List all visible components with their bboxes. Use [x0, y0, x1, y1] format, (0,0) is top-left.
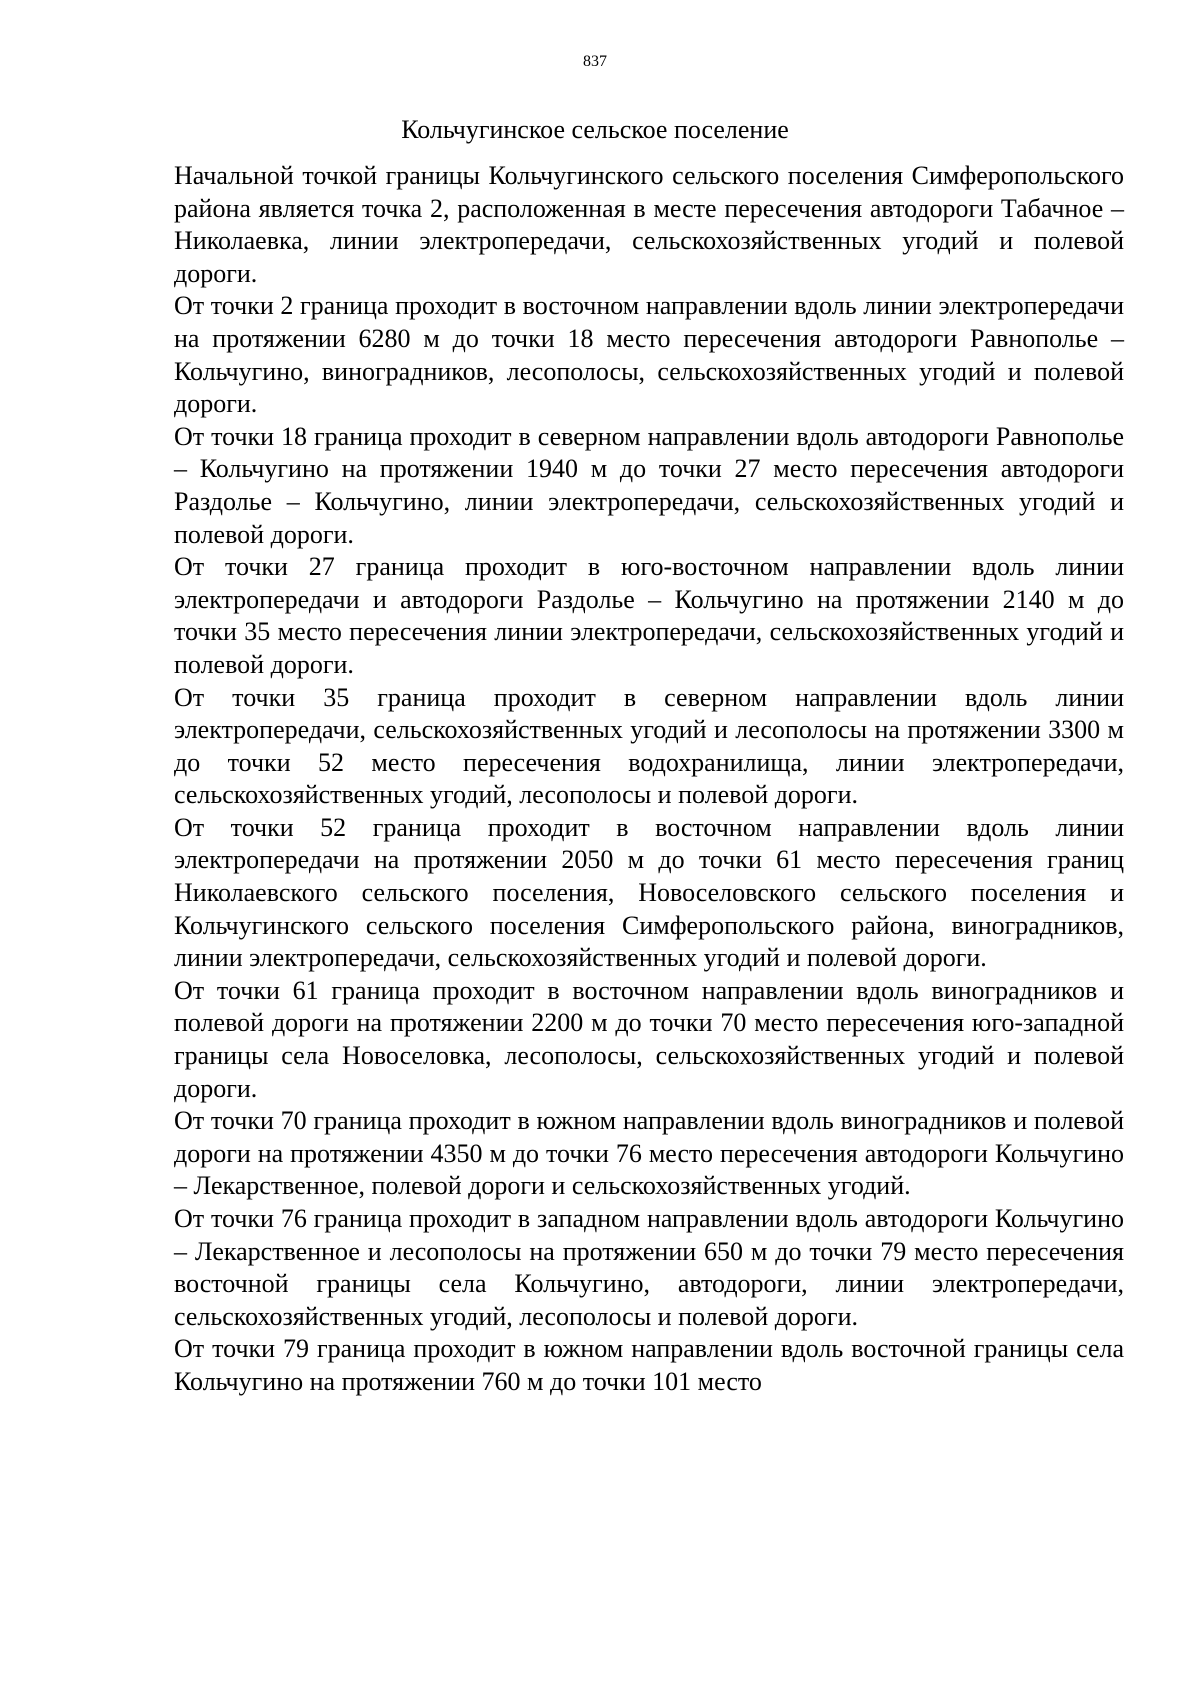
paragraph-10: От точки 79 граница проходит в южном направлении вдоль восточной границы села Кольчугино на протяжении 760 м до точки 101 место: [174, 1334, 1124, 1396]
paragraph-2: От точки 2 граница проходит в восточном направлении вдоль линии электропередачи на протяжении 6280 м до точки 18 место пересечения автодороги Равнополье – Кольчугино, виноградников, лесополосы, сельскохозяйственных угодий и полевой дороги.: [174, 291, 1124, 419]
paragraph-1: Начальной точкой границы Кольчугинского сельского поселения Симферопольского района является точка 2, расположенная в месте пересечения автодороги Табачное – Николаевка, линии электропередачи, сельскохозяйственных угодий и полевой дороги.: [174, 161, 1124, 288]
paragraph-7: От точки 61 граница проходит в восточном направлении вдоль виноградников и полевой дороги на протяжении 2200 м до точки 70 место пересечения юго-западной границы села Новоселовка, лесополосы, сельскохозяйственных угодий и полевой дороги.: [174, 975, 1124, 1103]
paragraph-6: От точки 52 граница проходит в восточном направлении вдоль линии электропередачи на протяжении 2050 м до точки 61 место пересечения границ Николаевского сельского поселения, Новоселовского сельского поселения и Кольчугинского сельского поселения Симферопольского района, виноградников, линии электропередачи, сельскохозяйственных угодий и полевой дороги.: [174, 812, 1124, 973]
section-heading: Кольчугинское сельское поселение: [401, 115, 789, 144]
document-body: [174, 160, 1124, 1399]
paragraph-3: От точки 18 граница проходит в северном направлении вдоль автодороги Равнополье – Кольчугино на протяжении 1940 м до точки 27 место пересечения автодороги Раздолье – Кольчугино, линии электропередачи, сельскохозяйственных угодий и полевой дороги.: [174, 421, 1124, 549]
page-number: 837: [583, 53, 607, 70]
paragraph-4: От точки 27 граница проходит в юго-восточном направлении вдоль линии электропередачи и автодороги Раздолье – Кольчугино на протяжении 2140 м до точки 35 место пересечения линии электропередачи, сельскохозяйственных угодий и полевой дороги.: [174, 552, 1124, 679]
paragraph-9: От точки 76 граница проходит в западном направлении вдоль автодороги Кольчугино – Лекарственное и лесополосы на протяжении 650 м до точки 79 место пересечения восточной границы села Кольчугино, автодороги, линии электропередачи, сельскохозяйственных угодий, лесополосы и полевой дороги.: [174, 1204, 1124, 1331]
paragraph-5: От точки 35 граница проходит в северном направлении вдоль линии электропередачи, сельскохозяйственных угодий и лесополосы на протяжении 3300 м до точки 52 место пересечения водохранилища, линии электропередачи, сельскохозяйственных угодий, лесополосы и полевой дороги.: [174, 682, 1124, 810]
paragraph-8: От точки 70 граница проходит в южном направлении вдоль виноградников и полевой дороги на протяжении 4350 м до точки 76 место пересечения автодороги Кольчугино – Лекарственное, полевой дороги и сельскохозяйственных угодий.: [174, 1106, 1124, 1201]
